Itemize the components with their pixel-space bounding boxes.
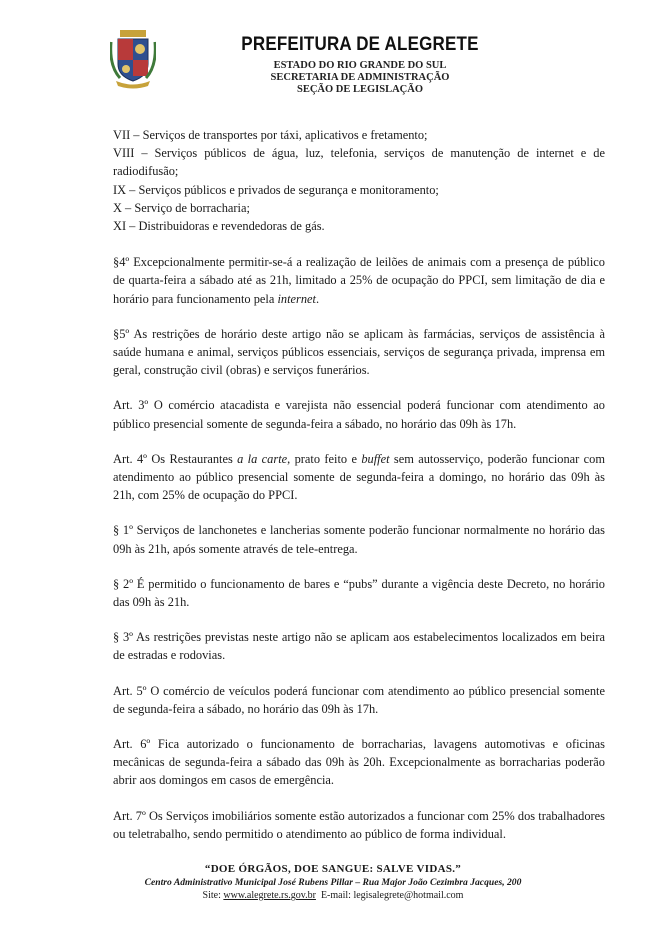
article-5: Art. 5º O comércio de veículos poderá funcionar com atendimento ao público presencial somente de segunda-feira a sábado, no horário das 09h às 17h.	[113, 683, 605, 716]
article-4-section-1: § 1º Serviços de lanchonetes e lancherias somente poderão funcionar normalmente no horário das 09h às 21h, após somente através de tele-entrega.	[113, 523, 605, 556]
article-6: Art. 6º Fica autorizado o funcionamento de borracharias, lavagens automotivas e oficinas mecânicas de segunda-feira a sábado das 09h às 20h. Excepcionalmente as borracharias poderão abrir aos domingos em casos de emergência.	[113, 737, 605, 788]
footer-slogan: “DOE ÓRGÃOS, DOE SANGUE: SALVE VIDAS.”	[204, 863, 462, 875]
list-item: VIII – Serviços públicos de água, luz, telefonia, serviços de manutenção de internet e de radiodifusão;	[113, 146, 605, 179]
article-3: Art. 3º O comércio atacadista e varejista não essencial poderá funcionar com atendimento ao público presencial somente de segunda-feira a sábado, no horário das 09h às 17h.	[113, 398, 605, 431]
list-item: XI – Distribuidoras e revendedoras de gás.	[113, 219, 325, 234]
org-title: PREFEITURA DE ALEGRETE	[241, 32, 479, 55]
article-4-section-2: § 2º É permitido o funcionamento de bares e “pubs” durante a vigência deste Decreto, no horário das 09h às 21h.	[113, 576, 605, 610]
paragraph-4	[113, 253, 605, 308]
state-line: ESTADO DO RIO GRANDE DO SUL	[273, 60, 447, 71]
article-text: sem autosserviço, poderão funcionar com atendimento ao público presencial somente de segunda-feira a domingo, no horário das 09h às 21h, com 25% de ocupação do PPCI.	[113, 451, 605, 503]
footer	[0, 862, 666, 902]
list-item: X – Serviço de borracharia;	[113, 200, 250, 215]
department-line: SECRETARIA DE ADMINISTRAÇÃO	[270, 72, 450, 83]
article-text: , prato feito e	[287, 451, 362, 466]
footer-contact	[0, 889, 666, 902]
section-line: SEÇÃO DE LEGISLAÇÃO	[296, 84, 424, 95]
services-list	[113, 126, 605, 235]
article-4-section-3: § 3º As restrições previstas neste artigo não se aplicam aos estabelecimentos localizados em beira de estradas e rodovias.	[113, 630, 605, 663]
paragraph-text: §4º Excepcionalmente permitir-se-á a realização de leilões de animais com a presença de público de quarta-feira a sábado até as 21h, limitado a 25% de ocupação do PPCI, sem limitação de dia e horário para funcionamento pela	[113, 255, 605, 306]
paragraph-5: §5º As restrições de horário deste artigo não se aplicam às farmácias, serviços de assistência à saúde humana e animal, serviços públicos essenciais, serviços de segurança privada, imprensa em geral, construção civil (obras) e serviços funerários.	[113, 326, 605, 378]
site-label: Site:	[202, 890, 221, 901]
coat-of-arms-icon	[110, 30, 156, 90]
italic-term: buffet	[361, 451, 390, 466]
article-text: Art. 4º Os Restaurantes	[113, 451, 238, 466]
article-7: Art. 7º Os Serviços imobiliários somente estão autorizados a funcionar com 25% dos trabalhadores ou teletrabalho, sendo permitido o atendimento ao público de forma individual.	[113, 808, 605, 841]
letterhead	[200, 34, 520, 96]
email-address[interactable]: legisalegrete@hotmail.com	[353, 890, 464, 901]
paragraph-end: .	[316, 291, 320, 306]
list-item: IX – Serviços públicos e privados de segurança e monitoramento;	[113, 182, 439, 197]
document-body	[113, 126, 605, 860]
article-4	[113, 450, 605, 505]
email-label: E-mail:	[320, 890, 351, 901]
italic-term: internet	[277, 291, 316, 306]
italic-term: a la carte	[237, 451, 288, 466]
list-item: VII – Serviços de transportes por táxi, aplicativos e fretamento;	[113, 128, 428, 142]
site-link[interactable]: www.alegrete.rs.gov.br	[223, 890, 316, 901]
footer-address: Centro Administrativo Municipal José Rubens Pillar – Rua Major João Cezimbra Jacques, 200	[144, 877, 522, 888]
